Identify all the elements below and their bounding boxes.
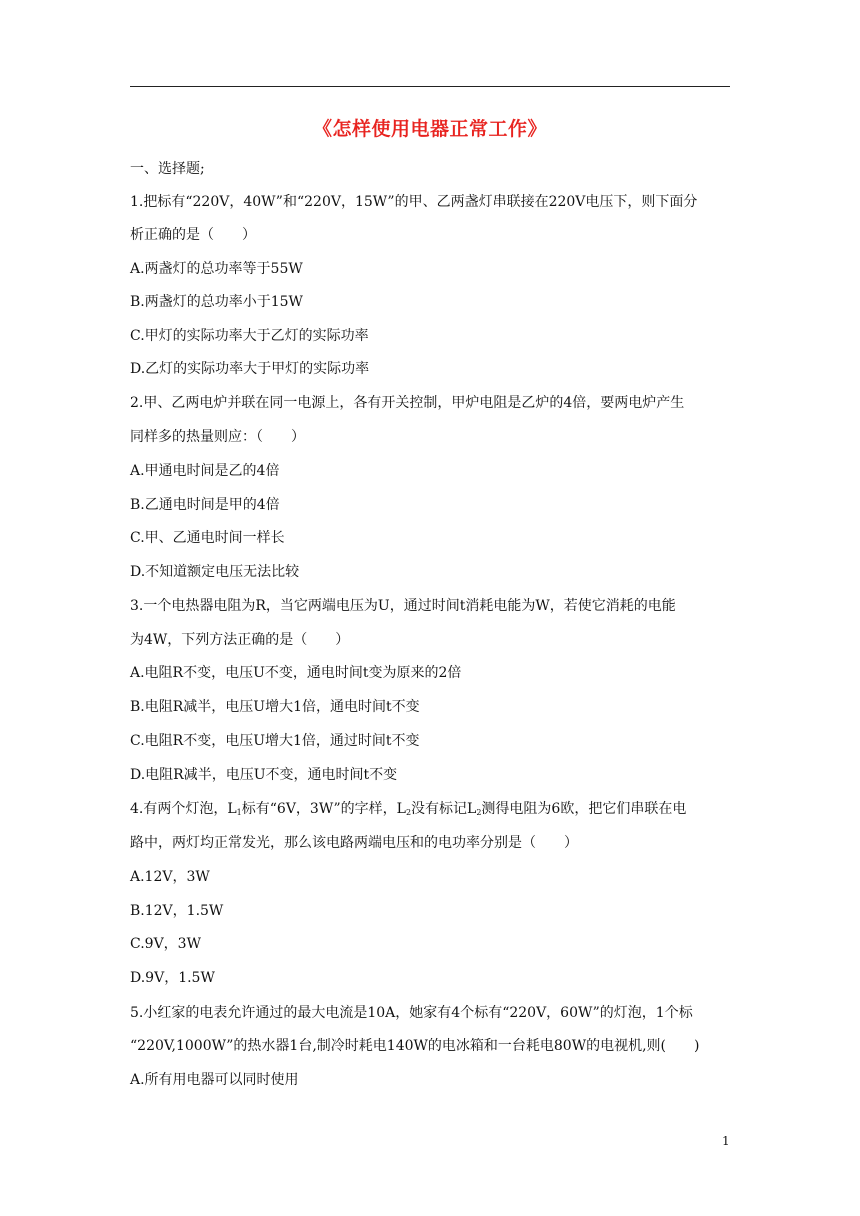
question-3-option-c: C.电阻R不变，电压U增大1倍，通过时间t不变 xyxy=(130,733,420,749)
question-3-option-d: D.电阻R减半，电压U不变，通电时间t不变 xyxy=(130,767,398,783)
question-1-text-cont: 析正确的是（ ） xyxy=(130,227,256,243)
question-4-option-c: C.9V，3W xyxy=(130,936,201,952)
question-2-option-b: B.乙通电时间是甲的4倍 xyxy=(130,497,280,513)
question-5-option-a: A.所有用电器可以同时使用 xyxy=(130,1072,299,1088)
question-3-text: 3.一个电热器电阻为R，当它两端电压为U，通过时间t消耗电能为W，若使它消耗的电能 xyxy=(130,598,676,614)
question-2-text: 2.甲、乙两电炉并联在同一电源上，各有开关控制，甲炉电阻是乙炉的4倍，要两电炉产生 xyxy=(130,395,685,411)
question-4-option-a: A.12V，3W xyxy=(130,869,210,885)
question-3-text-cont: 为4W，下列方法正确的是（ ） xyxy=(130,632,350,648)
question-4-option-b: B.12V，1.5W xyxy=(130,903,224,919)
page-title: 《怎样使用电器正常工作》 xyxy=(312,118,547,140)
question-5-text: 5.小红家的电表允许通过的最大电流是10A，她家有4个标有“220V，60W”的灯泡，1个标 xyxy=(130,1005,693,1021)
question-4-text-cont: 路中，两灯均正常发光，那么该电路两端电压和的电功率分别是（ ） xyxy=(130,835,578,851)
question-3-option-a: A.电阻R不变，电压U不变，通电时间t变为原来的2倍 xyxy=(130,665,462,681)
header-rule xyxy=(130,86,730,87)
question-1-option-b: B.两盏灯的总功率小于15W xyxy=(130,294,303,310)
question-4-option-d: D.9V，1.5W xyxy=(130,970,215,986)
question-1-option-d: D.乙灯的实际功率大于甲灯的实际功率 xyxy=(130,361,370,377)
question-5-text-cont: “220V,1000W”的热水器1台,制冷时耗电140W的电冰箱和一台耗电80W的电视机,则( ) xyxy=(130,1038,700,1054)
question-2-option-d: D.不知道额定电压无法比较 xyxy=(130,564,300,580)
question-2-text-cont: 同样多的热量则应：（ ） xyxy=(130,429,305,445)
question-4-text: 4.有两个灯泡，$L_1$标有“6V，3W”的字样，$L_2$没有标记$L_2$测得电阻为6欧，把它们串联在电 xyxy=(130,801,687,817)
question-3-option-b: B.电阻R减半，电压U增大1倍，通电时间t不变 xyxy=(130,699,420,715)
question-1-text: 1.把标有“220V，40W”和“220V，15W”的甲、乙两盏灯串联接在220V电压下，则下面分 xyxy=(130,194,698,210)
question-2-option-c: C.甲、乙通电时间一样长 xyxy=(130,530,285,546)
question-1-option-a: A.两盏灯的总功率等于55W xyxy=(130,261,303,277)
section-heading: 一、选择题; xyxy=(130,161,205,177)
question-1-option-c: C.甲灯的实际功率大于乙灯的实际功率 xyxy=(130,328,369,344)
question-2-option-a: A.甲通电时间是乙的4倍 xyxy=(130,463,280,479)
page-number: 1 xyxy=(722,1134,730,1148)
